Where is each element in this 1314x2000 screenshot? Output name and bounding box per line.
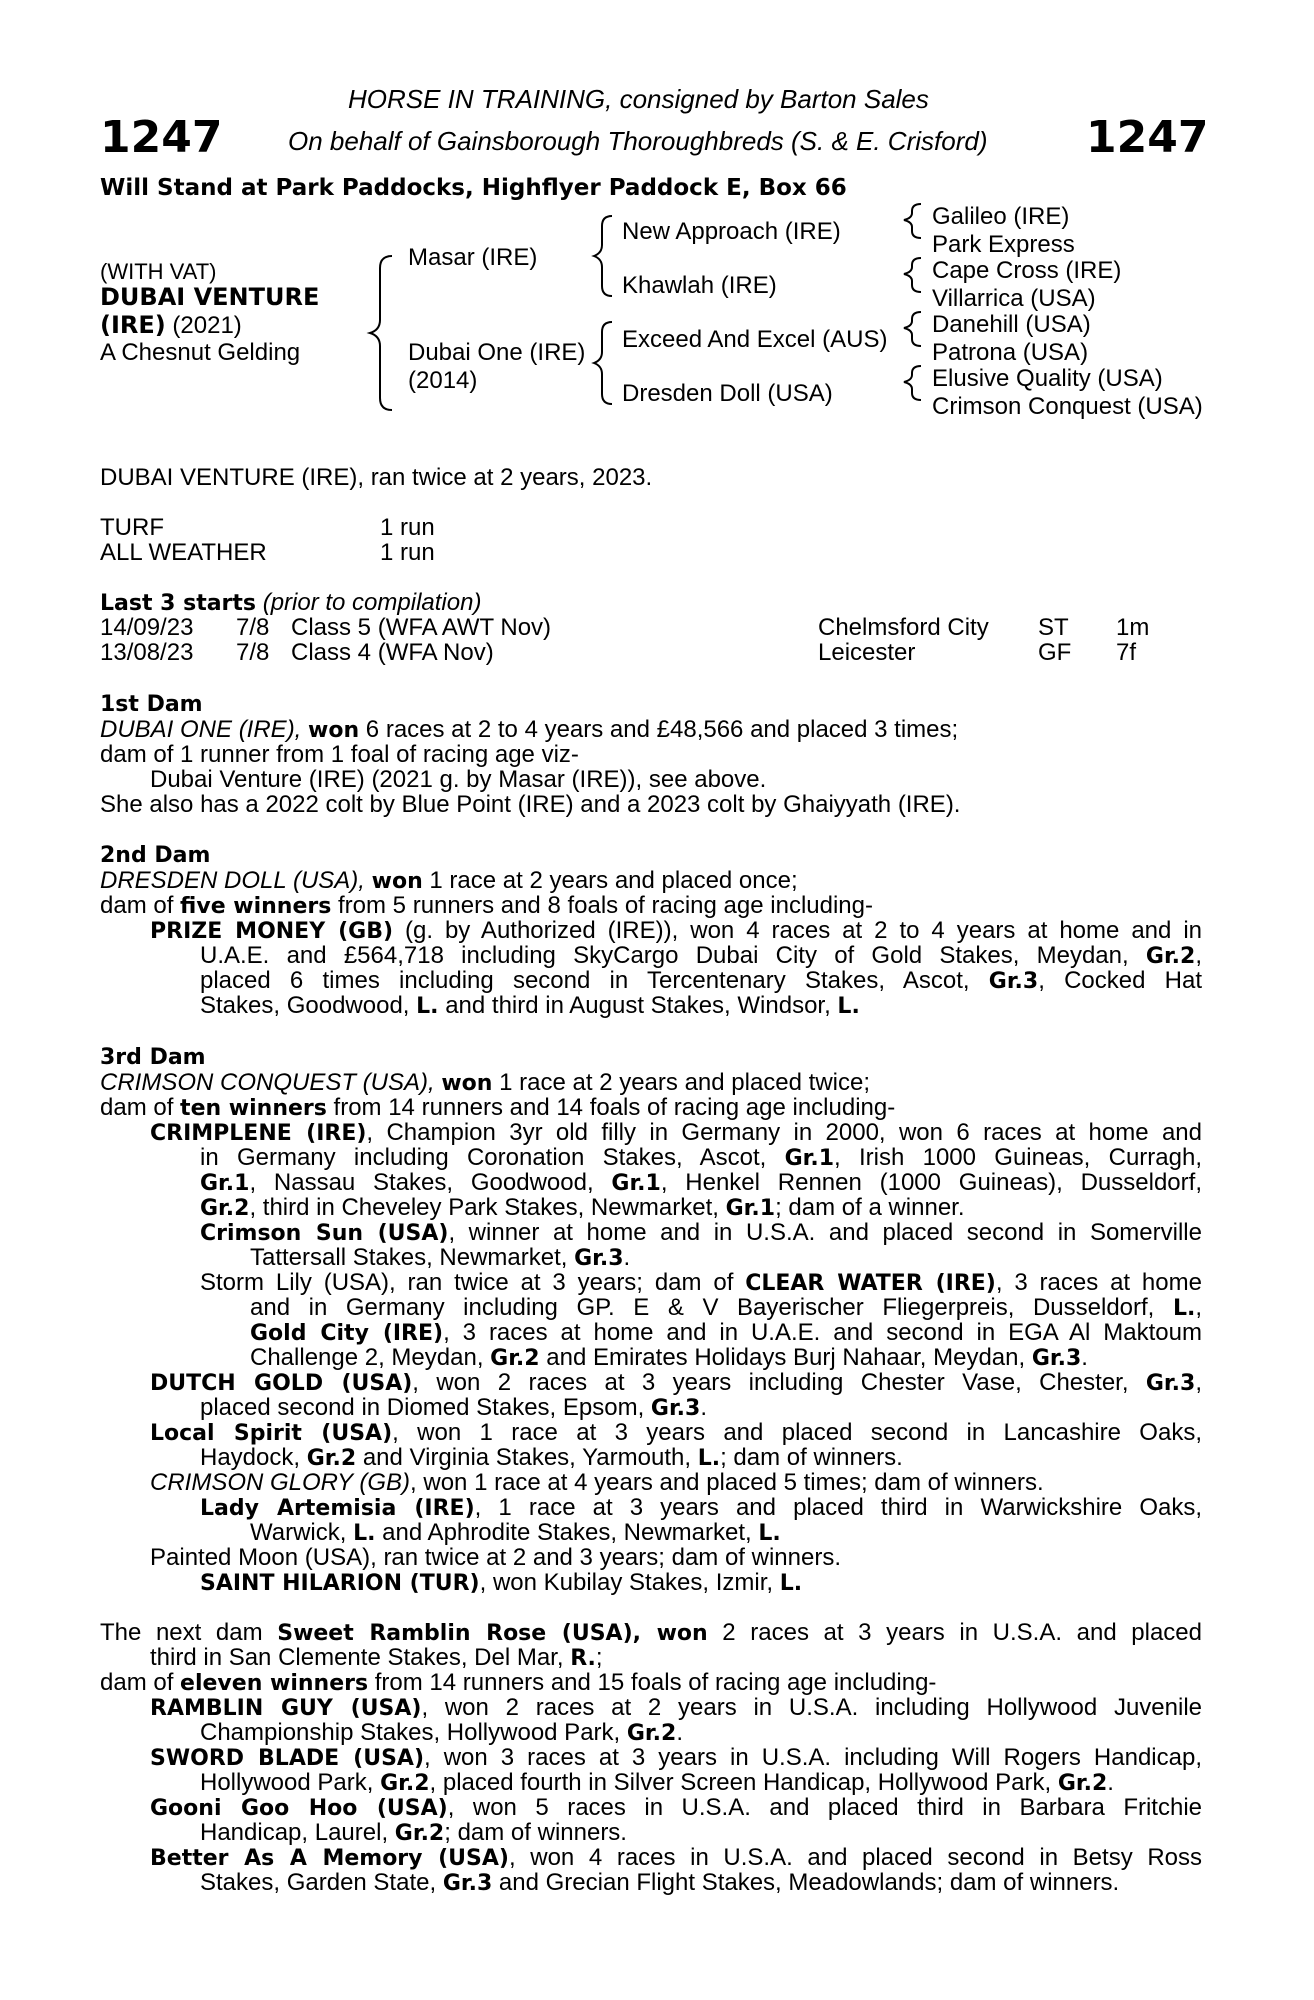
dam2-line1: DRESDEN DOLL (USA), won 1 race at 2 years and placed once;	[100, 867, 798, 894]
dam3-storm-lily-1: Storm Lily (USA), ran twice at 3 years; dam of CLEAR WATER (IRE), 3 races at home	[200, 1269, 1202, 1296]
dam3-crimson-sun-2: Tattersall Stakes, Newmarket, Gr.3.	[250, 1244, 631, 1271]
next-dam-ramblin-guy-1: RAMBLIN GUY (USA), won 2 races at 2 years in U.S.A. including Hollywood Juvenile	[150, 1694, 1203, 1721]
pedigree-dam-dam: Dresden Doll (USA)	[622, 380, 833, 407]
horse-description: A Chesnut Gelding	[100, 339, 301, 366]
dam3-dutch-gold-2: placed second in Diomed Stakes, Epsom, Gr.3.	[200, 1394, 708, 1421]
surface-aw-runs: 1 run	[380, 539, 435, 566]
pedigree-sss: Galileo (IRE)	[932, 203, 1070, 230]
pedigree-ssd: Park Express	[932, 231, 1075, 258]
race-summary: DUBAI VENTURE (IRE), ran twice at 2 years, 2023.	[100, 464, 653, 491]
dam2-progeny-line4: Stakes, Goodwood, L. and third in August Stakes, Windsor, L.	[200, 992, 860, 1019]
dam1-line2: dam of 1 runner from 1 foal of racing age viz-	[100, 741, 579, 768]
dam3-line2: dam of ten winners from 14 runners and 14 foals of racing age including-	[100, 1094, 896, 1121]
last-starts-note: (prior to compilation)	[262, 589, 482, 616]
start-position: 7/8	[236, 639, 270, 666]
surface-turf-label: TURF	[100, 514, 164, 541]
dam2-progeny-line2: U.A.E. and £564,718 including SkyCargo Dubai City of Gold Stakes, Meydan, Gr.2,	[200, 942, 1202, 969]
horse-origin: (IRE)	[100, 311, 166, 339]
dam3-crimplene-3: Gr.1, Nassau Stakes, Goodwood, Gr.1, Henkel Rennen (1000 Guineas), Dusseldorf,	[200, 1169, 1202, 1196]
dam3-local-spirit-1: Local Spirit (USA), won 1 race at 3 years and placed second in Lancashire Oaks,	[150, 1419, 1202, 1446]
start-race: Class 5 (WFA AWT Nov)	[291, 614, 552, 641]
pedigree-sdd: Villarrica (USA)	[932, 285, 1096, 312]
dam3-lady-artemisia-1: Lady Artemisia (IRE), 1 race at 3 years and placed third in Warwickshire Oaks,	[200, 1494, 1203, 1521]
dam2-progeny-line1: PRIZE MONEY (GB) (g. by Authorized (IRE)), won 4 races at 2 to 4 years at home and in	[150, 917, 1203, 944]
dam3-crimson-sun-1: Crimson Sun (USA), winner at home and in U.S.A. and placed second in Somerville	[200, 1219, 1202, 1246]
horse-name: DUBAI VENTURE	[100, 283, 320, 311]
surface-aw-label: ALL WEATHER	[100, 539, 267, 566]
next-dam-better-memory-2: Stakes, Garden State, Gr.3 and Grecian Flight Stakes, Meadowlands; dam of winners.	[200, 1869, 1120, 1896]
start-distance: 7f	[1116, 639, 1137, 666]
start-position: 7/8	[236, 614, 270, 641]
start-date: 13/08/23	[100, 639, 194, 666]
last-starts-title: Last 3 starts	[100, 591, 257, 616]
start-course: Chelmsford City	[818, 614, 989, 641]
dam3-crimplene-4: Gr.2, third in Cheveley Park Stakes, Newmarket, Gr.1; dam of a winner.	[200, 1194, 965, 1221]
start-course: Leicester	[818, 639, 916, 666]
dam2-heading: 2nd Dam	[100, 843, 211, 868]
dam3-storm-lily-2: and in Germany including GP. E & V Bayerischer Fliegerpreis, Dusseldorf, L.,	[250, 1294, 1202, 1321]
lot-number-left: 1247	[100, 112, 223, 163]
next-dam-line2: third in San Clemente Stakes, Del Mar, R.;	[150, 1644, 603, 1671]
pedigree-sds: Cape Cross (IRE)	[932, 257, 1122, 284]
dam3-dutch-gold-1: DUTCH GOLD (USA), won 2 races at 3 years including Chester Vase, Chester, Gr.3,	[150, 1369, 1202, 1396]
dam1-heading: 1st Dam	[100, 692, 203, 717]
dam1-line1: DUBAI ONE (IRE), won 6 races at 2 to 4 years and £48,566 and placed 3 times;	[100, 716, 959, 743]
dam3-crimplene-2: in Germany including Coronation Stakes, Ascot, Gr.1, Irish 1000 Guineas, Curragh,	[200, 1144, 1202, 1171]
next-dam-ramblin-guy-2: Championship Stakes, Hollywood Park, Gr.2.	[200, 1719, 683, 1746]
pedigree-sire: Masar (IRE)	[408, 244, 538, 271]
dam3-saint-hilarion: SAINT HILARION (TUR), won Kubilay Stakes, Izmir, L.	[200, 1569, 803, 1596]
dam1-line3: Dubai Venture (IRE) (2021 g. by Masar (IRE)), see above.	[150, 766, 767, 793]
next-dam-line1: The next dam Sweet Ramblin Rose (USA), won 2 races at 3 years in U.S.A. and placed	[100, 1619, 1202, 1646]
pedigree-sire-dam: Khawlah (IRE)	[622, 272, 777, 299]
dam2-line2: dam of five winners from 5 runners and 8 foals of racing age including-	[100, 892, 873, 919]
pedigree-dam-year: (2014)	[408, 367, 478, 394]
dam3-storm-lily-3: Gold City (IRE), 3 races at home and in U.A.E. and second in EGA Al Maktoum	[250, 1319, 1202, 1346]
surface-turf-runs: 1 run	[380, 514, 435, 541]
dam3-painted-moon: Painted Moon (USA), ran twice at 2 and 3 years; dam of winners.	[150, 1544, 841, 1571]
pedigree-ddd: Crimson Conquest (USA)	[932, 393, 1203, 420]
pedigree-dam: Dubai One (IRE)	[408, 339, 586, 366]
next-dam-sword-blade-1: SWORD BLADE (USA), won 3 races at 3 years in U.S.A. including Will Rogers Handicap,	[150, 1744, 1202, 1771]
pedigree-sire-sire: New Approach (IRE)	[622, 218, 841, 245]
start-distance: 1m	[1116, 614, 1150, 641]
dam3-crimson-glory: CRIMSON GLORY (GB), won 1 race at 4 years and placed 5 times; dam of winners.	[150, 1469, 1044, 1496]
dam2-progeny-line3: placed 6 times including second in Tercentenary Stakes, Ascot, Gr.3, Cocked Hat	[200, 967, 1203, 994]
start-going: ST	[1038, 614, 1069, 641]
vat-label: (WITH VAT)	[100, 259, 217, 284]
start-going: GF	[1038, 639, 1072, 666]
pedigree-dsd: Patrona (USA)	[932, 339, 1089, 366]
dam3-storm-lily-4: Challenge 2, Meydan, Gr.2 and Emirates Holidays Burj Nahaar, Meydan, Gr.3.	[250, 1344, 1088, 1371]
pedigree-dds: Elusive Quality (USA)	[932, 365, 1163, 392]
lot-number-right: 1247	[1086, 112, 1209, 163]
dam1-line4: She also has a 2022 colt by Blue Point (IRE) and a 2023 colt by Ghaiyyath (IRE).	[100, 791, 961, 818]
dam3-line1: CRIMSON CONQUEST (USA), won 1 race at 2 years and placed twice;	[100, 1069, 871, 1096]
next-dam-sword-blade-2: Hollywood Park, Gr.2, placed fourth in Silver Screen Handicap, Hollywood Park, Gr.2.	[200, 1769, 1114, 1796]
consignment-line: HORSE IN TRAINING, consigned by Barton Sales	[348, 84, 929, 114]
pedigree-dam-sire: Exceed And Excel (AUS)	[622, 326, 888, 353]
last-starts-heading	[100, 589, 481, 617]
dam3-lady-artemisia-2: Warwick, L. and Aphrodite Stakes, Newmarket, L.	[250, 1519, 781, 1546]
on-behalf-line: On behalf of Gainsborough Thoroughbreds (S. & E. Crisford)	[288, 126, 988, 156]
next-dam-line3: dam of eleven winners from 14 runners and 15 foals of racing age including-	[100, 1669, 937, 1696]
next-dam-better-memory-1: Better As A Memory (USA), won 4 races in U.S.A. and placed second in Betsy Ross	[150, 1844, 1202, 1871]
horse-year: (2021)	[165, 312, 242, 339]
pedigree-braces	[0, 0, 1314, 420]
dam3-local-spirit-2: Haydock, Gr.2 and Virginia Stakes, Yarmouth, L.; dam of winners.	[200, 1444, 903, 1471]
next-dam-gooni-1: Gooni Goo Hoo (USA), won 5 races in U.S.A. and placed third in Barbara Fritchie	[150, 1794, 1202, 1821]
start-race: Class 4 (WFA Nov)	[291, 639, 494, 666]
stand-location: Will Stand at Park Paddocks, Highflyer Paddock E, Box 66	[100, 175, 847, 201]
pedigree-dss: Danehill (USA)	[932, 311, 1091, 338]
start-date: 14/09/23	[100, 614, 194, 641]
dam3-heading: 3rd Dam	[100, 1045, 206, 1070]
next-dam-gooni-2: Handicap, Laurel, Gr.2; dam of winners.	[200, 1819, 627, 1846]
dam3-crimplene-1: CRIMPLENE (IRE), Champion 3yr old filly in Germany in 2000, won 6 races at home and	[150, 1119, 1202, 1146]
